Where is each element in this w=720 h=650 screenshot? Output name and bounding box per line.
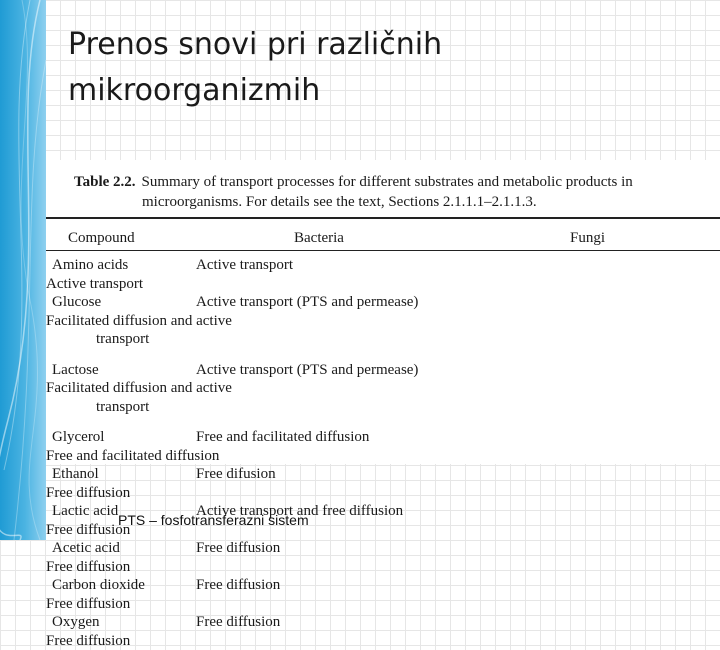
table-top-rule — [46, 217, 720, 219]
cell-bacteria: Free and facilitated diffusion — [196, 428, 486, 447]
cell-compound: Acetic acid — [52, 539, 192, 558]
cell-fungi-continued: transport — [46, 398, 720, 417]
cell-bacteria: Active transport — [196, 256, 486, 275]
cell-fungi: Free and facilitated diffusion — [46, 447, 720, 466]
table-row — [46, 576, 720, 613]
cell-bacteria: Free diffusion — [196, 539, 486, 558]
table-row — [46, 428, 720, 465]
cell-fungi: Facilitated diffusion and active — [46, 379, 720, 398]
cell-fungi: Free diffusion — [46, 558, 720, 577]
table-row — [46, 293, 720, 349]
slide-title — [68, 22, 628, 114]
cell-bacteria: Free diffusion — [196, 613, 486, 632]
slide-title-line1: Prenos snovi pri različnih — [68, 22, 628, 68]
column-header-compound: Compound — [68, 228, 135, 248]
cell-fungi: Active transport — [46, 275, 720, 294]
table-row — [46, 613, 720, 650]
cell-compound: Lactose — [52, 361, 192, 380]
column-header-bacteria: Bacteria — [294, 228, 344, 248]
cell-bacteria: Active transport and free diffusion — [196, 502, 486, 521]
cell-compound: Ethanol — [52, 465, 192, 484]
table-row — [46, 256, 720, 293]
column-header-fungi: Fungi — [570, 228, 605, 248]
decorative-side-band — [0, 0, 46, 540]
table-body — [46, 256, 720, 650]
cell-fungi: Free diffusion — [46, 595, 720, 614]
cell-fungi-continued: transport — [46, 330, 720, 349]
table-row — [46, 539, 720, 576]
cell-compound: Lactic acid — [52, 502, 192, 521]
slide-title-line2: mikroorganizmih — [68, 68, 628, 114]
cell-compound: Amino acids — [52, 256, 192, 275]
cell-bacteria: Active transport (PTS and permease) — [196, 361, 486, 380]
transport-summary-table — [46, 160, 720, 464]
footnote-pts: PTS – fosfotransferazni sistem — [118, 512, 309, 528]
table-row — [46, 465, 720, 502]
cell-fungi: Free diffusion — [46, 632, 720, 650]
cell-compound: Oxygen — [52, 613, 192, 632]
table-row — [46, 361, 720, 417]
table-header-rule — [46, 250, 720, 251]
cell-fungi: Free diffusion — [46, 521, 720, 540]
cell-bacteria: Active transport (PTS and permease) — [196, 293, 486, 312]
table-caption — [74, 172, 714, 212]
cell-compound: Glycerol — [52, 428, 192, 447]
table-caption-line2: microorganisms. For details see the text, Sections 2.1.1.1–2.1.1.3. — [74, 192, 714, 212]
cell-compound: Glucose — [52, 293, 192, 312]
cell-fungi: Facilitated diffusion and active — [46, 312, 720, 331]
table-caption-line1: Summary of transport processes for different substrates and metabolic products in — [142, 174, 633, 190]
cell-fungi: Free diffusion — [46, 484, 720, 503]
cell-bacteria: Free difusion — [196, 465, 486, 484]
wave-lines-decoration — [0, 0, 46, 540]
cell-compound: Carbon dioxide — [52, 576, 192, 595]
cell-bacteria: Free diffusion — [196, 576, 486, 595]
table-label: Table 2.2. — [74, 174, 136, 190]
